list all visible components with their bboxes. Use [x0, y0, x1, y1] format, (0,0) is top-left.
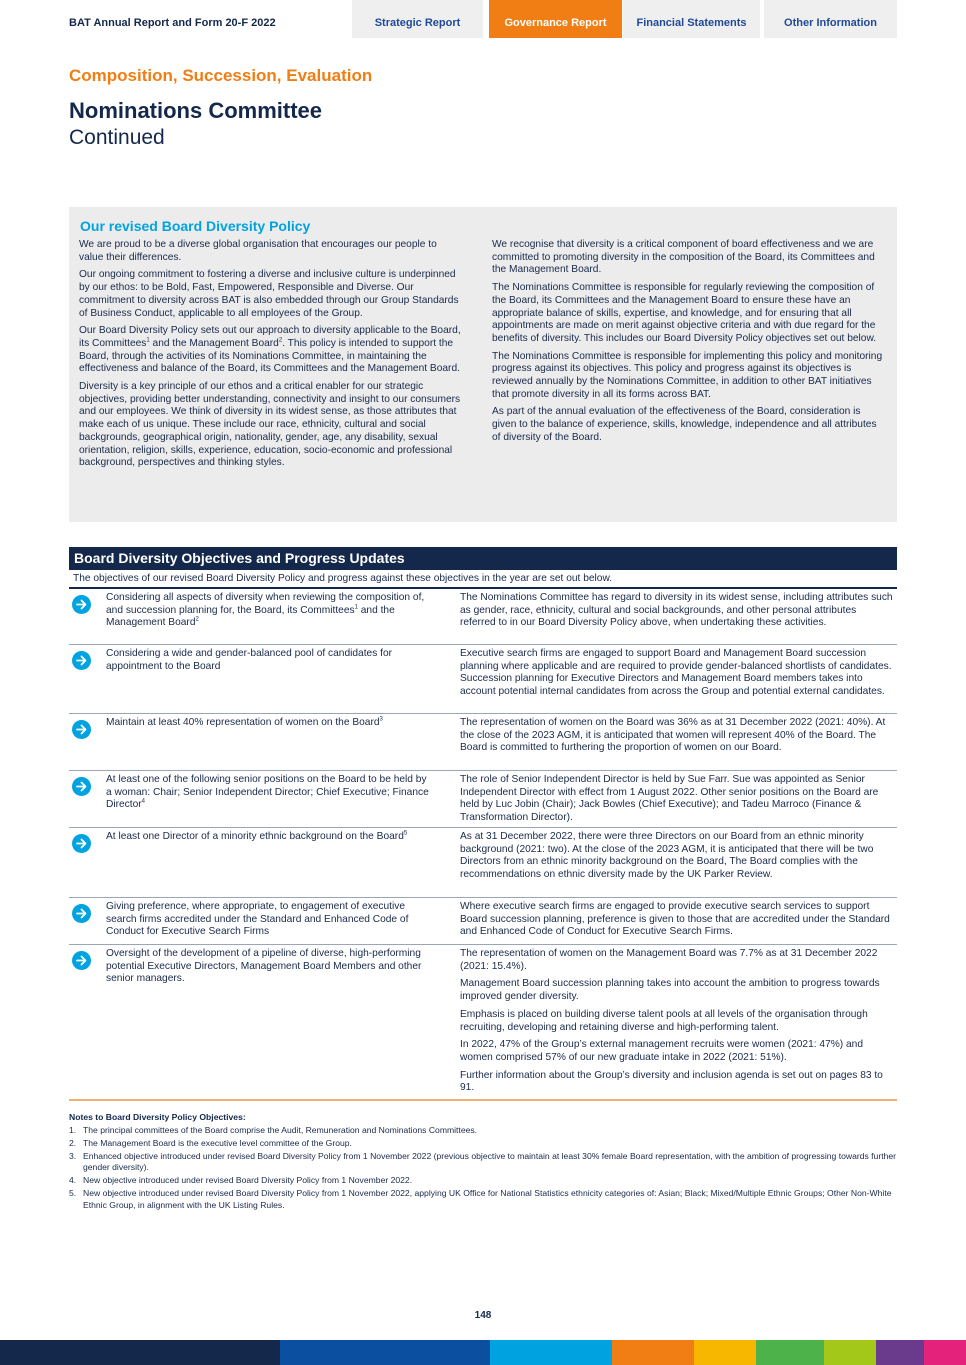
top-header — [0, 0, 966, 38]
policy-paragraph: Diversity is a key principle of our ethos and a critical enabler for our strategic objectives, providing better understanding, connectivity and insight to our consumers and our employees. We think of diversity in its widest sense, as those attributes that make each of us unique. These include our race, ethnicity, cultural and social backgrounds, geographical origin, nationality, gender, age, any disability, sexual orientation, religion, skills, experience, education, socio-economic and professional background, perspectives and thinking styles. — [79, 381, 461, 469]
note-item: 1. The principal committees of the Board comprise the Audit, Remuneration and Nominations Committees. — [69, 1125, 478, 1135]
color-segment — [490, 1340, 612, 1365]
objective-row — [69, 898, 897, 945]
tab-financial-statements[interactable]: Financial Statements — [623, 0, 760, 38]
note-item: 4. New objective introduced under revised Board Diversity Policy from 1 November 2022. — [69, 1175, 413, 1186]
objective-text: Maintain at least 40% representation of women on the Board$^3$ — [106, 716, 383, 728]
color-segment — [0, 1340, 280, 1365]
tab-other-information[interactable]: Other Information — [764, 0, 897, 38]
arrow-right-icon — [72, 834, 91, 853]
diversity-policy-box — [69, 207, 897, 522]
color-segment — [824, 1340, 876, 1365]
note-item: 5. New objective introduced under revised Board Diversity Policy from 1 November 2022, applying UK Office for National Statistics ethnicity categories of: Asian; Black; Mixed/Multiple Ethnic Groups; Other Non-White Ethnic Group, in alignment with the UK Listing Rules. — [69, 1188, 892, 1210]
arrow-right-icon — [72, 595, 91, 614]
objective-text: Considering a wide and gender-balanced pool of candidates for appointment to the Board — [106, 648, 393, 672]
objective-row — [69, 771, 897, 828]
objectives-intro: The objectives of our revised Board Diversity Policy and progress against these objectives in the year are set out below. — [73, 573, 613, 584]
color-segment — [612, 1340, 694, 1365]
color-segment — [694, 1340, 756, 1365]
progress-text: Executive search firms are engaged to support Board and Management Board succession planning where applicable and are required to provide gender-balanced shortlists of candidates. Succession planning for Executive Directors and Management Board members takes into account potential internal candidates from across the Group and potential external candidates. — [460, 648, 892, 698]
objective-text: Oversight of the development of a pipeline of diverse, high-performing potential Executive Directors, Management Board Members and other senior managers. — [106, 948, 422, 985]
objective-row — [69, 945, 897, 1101]
arrow-right-icon — [72, 651, 91, 670]
objective-row — [69, 645, 897, 714]
objective-row — [69, 714, 897, 771]
page-subtitle: Continued — [69, 126, 165, 149]
color-segment — [756, 1340, 824, 1365]
color-segment — [280, 1340, 490, 1365]
footer-color-bar — [0, 1340, 966, 1365]
arrow-right-icon — [72, 720, 91, 739]
arrow-right-icon — [72, 777, 91, 796]
progress-text: The representation of women on the Management Board was 7.7% as at 31 December 2022 (2021: 15.4%). Management Board succession planning takes into account the ambition to progress towards improved gender diversity. Emphasis is placed on building diverse talent pools at all levels of the organisation through recruiting, developing and retaining diverse and high-performing talent. In 2022, 47% of the Group’s external management recruits were women (2021: 47%) and women comprised 57% of our new graduate intake in 2022 (2021: 51%). Further information about the Group’s diversity and inclusion agenda is set out on pages 83 to 91. — [460, 948, 883, 1094]
notes-list — [69, 1125, 897, 1213]
arrow-right-icon — [72, 951, 91, 970]
objective-row — [69, 589, 897, 645]
tab-strategic-report[interactable]: Strategic Report — [352, 0, 483, 38]
policy-title: Our revised Board Diversity Policy — [80, 218, 311, 234]
progress-text: The Nominations Committee has regard to diversity in its widest sense, including attributes such as gender, race, ethnicity, cultural and social backgrounds, and other personal attributes referred to in our Board Diversity Policy above, when undertaking these activities. — [460, 592, 893, 629]
objective-row — [69, 828, 897, 898]
note-item: 3. Enhanced objective introduced under revised Board Diversity Policy from 1 November 2022 (previous objective to maintain at least 30% female Board representation, with the ambition of progressing towards further gender diversity). — [69, 1151, 897, 1173]
progress-text: Where executive search firms are engaged to provide executive search services to support Board succession planning, preference is given to those that are accredited under the Standard and Enhanced Code of Conduct for Executive Search Firms. — [460, 901, 890, 938]
policy-paragraph: We are proud to be a diverse global organisation that encourages our people to value their differences. — [79, 239, 437, 263]
progress-text: As at 31 December 2022, there were three Directors on our Board from an ethnic minority background (2021: two). At the close of the 2023 AGM, it is anticipated that there will be two Directors from an ethnic minority background on the Board, The Board complies with the recommendations on ethnic diversity made by the UK Parker Review. — [460, 831, 874, 881]
color-segment — [924, 1340, 966, 1365]
objective-text: At least one Director of a minority ethnic background on the Board$^5$ — [106, 830, 408, 842]
policy-paragraph: We recognise that diversity is a critical component of board effectiveness and we are committed to promoting diversity in the composition of the Board, its Committees and the Management Board. — [492, 239, 875, 276]
policy-paragraph: As part of the annual evaluation of the effectiveness of the Board, consideration is given to the balance of experience, skills, knowledge, independence and all attributes of diversity of the Board. — [492, 406, 877, 443]
page-number: 148 — [474, 1310, 492, 1321]
progress-text: The role of Senior Independent Director is held by Sue Farr. Sue was appointed as Senior Independent Director with effect from 1 August 2022. Other senior positions on the Board are held by Luc Jobin (Chair); Jack Bowles (Chief Executive); and Tadeu Marroco (Finance & Transformation Director). — [460, 774, 879, 824]
policy-left-column — [79, 239, 463, 475]
policy-right-column — [492, 239, 887, 450]
policy-paragraph: Our ongoing commitment to fostering a diverse and inclusive culture is underpinned by our ethos: to be Bold, Fast, Empowered, Responsible and Diverse. Our commitment to diversity across BAT is also embedded through our Group Standards of Business Conduct, applicable to all employees of the Group. — [79, 269, 459, 319]
arrow-right-icon — [72, 904, 91, 923]
objective-text: Considering all aspects of diversity when reviewing the composition of, and succession planning for, the Board, its Committees$^1$ and the Management Board$^2$ — [106, 592, 425, 629]
page-title: Nominations Committee — [69, 98, 323, 123]
policy-paragraph: Our Board Diversity Policy sets out our approach to diversity applicable to the Board, its Committees$^1$ and the Management Board$^2$. This policy is intended to support the Board, through the activities of its Nominations Committee, in maintaining the effectiveness and balance of the Board, its Committees and the Management Board. — [79, 325, 461, 375]
policy-paragraph: The Nominations Committee is responsible for implementing this policy and monitoring progress against its objectives. This policy and progress against its objectives is reviewed annually by the Nominations Committee, in addition to other BAT initiatives that promote diversity in all its forms across BAT. — [492, 350, 883, 400]
section-label: Composition, Succession, Evaluation — [69, 66, 373, 85]
progress-text: The representation of women on the Board was 36% as at 31 December 2022 (2021: 40%). At the close of the 2023 AGM, it is anticipated that women will represent 40% of the Board. The Board is committed to furthering the proportion of women on our Board. — [460, 717, 886, 754]
note-item: 2. The Management Board is the executive level committee of the Group. — [69, 1138, 352, 1148]
policy-paragraph: The Nominations Committee is responsible for regularly reviewing the composition of the Board, its Committees and the Management Board to ensure these have an appropriate balance of skills, expertise, and knowledge, and for ensuring that all appointments are made on merit against objective criteria and with due regard for the benefits of diversity. This includes our Board Diversity Policy objectives set out below. — [492, 282, 877, 344]
tab-governance-report[interactable]: Governance Report — [489, 0, 622, 38]
objectives-table-title: Board Diversity Objectives and Progress Updates — [69, 547, 897, 570]
document-title: BAT Annual Report and Form 20-F 2022 — [69, 17, 276, 29]
notes-title: Notes to Board Diversity Policy Objectives: — [69, 1112, 246, 1122]
objective-text: At least one of the following senior positions on the Board to be held by a woman: Chair; Senior Independent Director; Chief Executive; Finance Director$^4$ — [106, 774, 429, 811]
objective-text: Giving preference, where appropriate, to engagement of executive search firms accredited under the Standard and Enhanced Code of Conduct for Executive Search Firms — [106, 901, 409, 938]
color-segment — [876, 1340, 924, 1365]
